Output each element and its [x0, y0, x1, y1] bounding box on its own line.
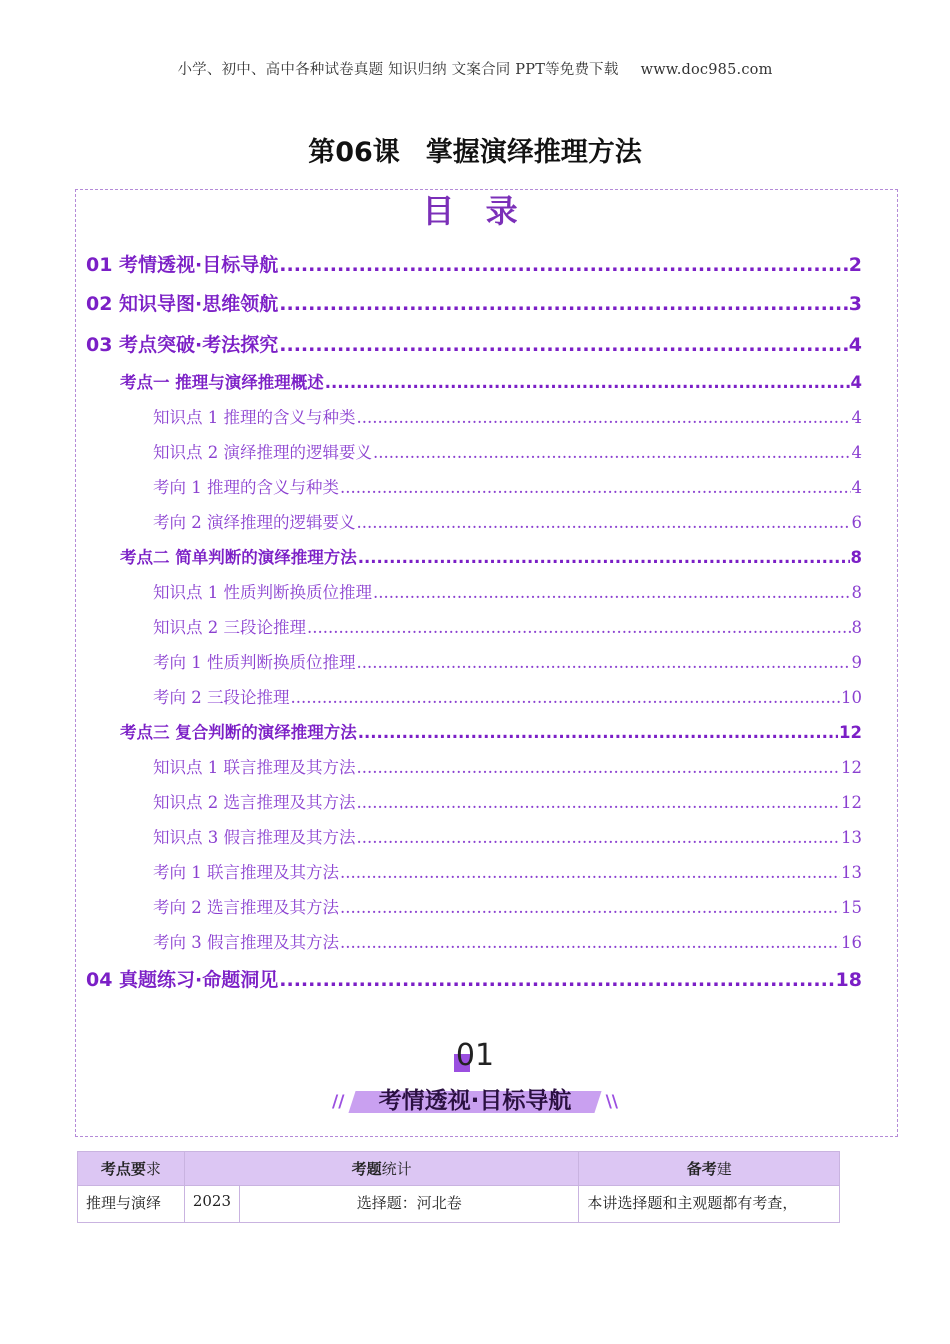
- toc-entry[interactable]: [86, 250, 862, 277]
- toc-entry[interactable]: [86, 289, 862, 316]
- document-title: [0, 130, 950, 169]
- toc-entry-label: 02 知识导图·思维领航: [86, 293, 279, 315]
- toc-entry[interactable]: [153, 894, 862, 918]
- toc-entry-label: 知识点 1 推理的含义与种类: [153, 408, 356, 427]
- toc-heading: 目 录: [422, 192, 528, 230]
- toc-entry-page: 13: [841, 863, 862, 882]
- toc-entry-page: 9: [851, 653, 862, 672]
- toc-entry-label: 考向 2 三段论推理: [153, 688, 290, 707]
- toc-entry[interactable]: [153, 824, 862, 848]
- toc-entry[interactable]: [153, 404, 862, 428]
- table-row: [78, 1186, 840, 1223]
- header-text: 小学、初中、高中各种试卷真题 知识归纳 文案合同 PPT等免费下载: [177, 62, 619, 78]
- toc-entry-label: 考点三 复合判断的演绎推理方法: [120, 723, 357, 742]
- toc-entry-page: 6: [851, 513, 862, 532]
- toc-entry-page: 12: [841, 793, 862, 812]
- exam-table: [77, 1151, 840, 1223]
- toc-entry-label: 考向 2 选言推理及其方法: [153, 898, 339, 917]
- toc-entry-page: 4: [850, 373, 862, 392]
- banner-number: 01: [455, 1038, 495, 1073]
- toc-entry[interactable]: [120, 544, 862, 568]
- banner-right-deco: \\: [605, 1092, 618, 1112]
- toc-entry-label: 考向 2 演绎推理的逻辑要义: [153, 513, 356, 532]
- toc-entry[interactable]: [153, 439, 862, 463]
- toc-entry-page: 4: [851, 478, 862, 497]
- toc-entry[interactable]: [86, 330, 862, 357]
- banner-title: 考情透视·目标导航: [378, 1088, 572, 1114]
- toc-entry-label: 考向 1 推理的含义与种类: [153, 478, 339, 497]
- toc-entry-page: 4: [851, 408, 862, 427]
- toc-entry-label: 考点一 推理与演绎推理概述: [120, 373, 324, 392]
- toc-entry[interactable]: [120, 369, 862, 393]
- toc-entry-page: 15: [841, 898, 862, 917]
- cell-year: 2023: [184, 1186, 239, 1223]
- toc-entry[interactable]: [153, 579, 862, 603]
- cell-advice: 本讲选择题和主观题都有考查，: [579, 1186, 840, 1223]
- toc-entry-page: 8: [851, 583, 862, 602]
- toc-entry-page: 8: [850, 548, 862, 567]
- toc-entry-page: 18: [835, 969, 862, 991]
- page-header: [0, 58, 950, 79]
- toc-entry[interactable]: [120, 719, 862, 743]
- banner-left-deco: //: [332, 1092, 345, 1112]
- table-header-row: [78, 1152, 840, 1186]
- toc-entry-label: 知识点 1 联言推理及其方法: [153, 758, 356, 777]
- toc-entry-label: 04 真题练习·命题洞见: [86, 969, 279, 991]
- toc-entry-page: 16: [841, 933, 862, 952]
- header-cell-advice: 备考建: [579, 1152, 840, 1186]
- toc-entry[interactable]: [153, 474, 862, 498]
- lesson-number: 第06课: [308, 137, 400, 168]
- toc-entry-label: 考向 1 联言推理及其方法: [153, 863, 339, 882]
- toc-entry-page: 12: [839, 723, 862, 742]
- toc-entry-page: 2: [848, 254, 862, 276]
- header-cell-requirements: 考点要求: [78, 1152, 185, 1186]
- toc-entry-page: 3: [848, 293, 862, 315]
- toc-entry[interactable]: [153, 859, 862, 883]
- toc-entry[interactable]: [153, 614, 862, 638]
- toc-entry-label: 考向 1 性质判断换质位推理: [153, 653, 356, 672]
- toc-entry-label: 考点二 简单判断的演绎推理方法: [120, 548, 357, 567]
- toc-entry[interactable]: [153, 754, 862, 778]
- toc-entry-label: 知识点 1 性质判断换质位推理: [153, 583, 372, 602]
- toc-entry-label: 知识点 2 三段论推理: [153, 618, 306, 637]
- toc-entry-page: 10: [841, 688, 862, 707]
- header-cell-statistics: 考题统计: [184, 1152, 579, 1186]
- toc-entry-page: 12: [841, 758, 862, 777]
- toc-entry-label: 知识点 2 演绎推理的逻辑要义: [153, 443, 372, 462]
- lesson-name: 掌握演绎推理方法: [425, 137, 642, 168]
- toc-entry-label: 知识点 2 选言推理及其方法: [153, 793, 356, 812]
- toc-entry[interactable]: [153, 789, 862, 813]
- toc-entry-label: 知识点 3 假言推理及其方法: [153, 828, 356, 847]
- toc-entry-label: 03 考点突破·考法探究: [86, 334, 279, 356]
- header-url[interactable]: www.doc985.com: [640, 62, 773, 78]
- cell-question: 选择题：河北卷: [240, 1186, 579, 1223]
- toc-entry[interactable]: [153, 684, 862, 708]
- toc-entry-page: 4: [851, 443, 862, 462]
- toc-entry[interactable]: [86, 965, 862, 992]
- section-banner: [330, 1036, 620, 1121]
- toc-entry-page: 13: [841, 828, 862, 847]
- toc-entry[interactable]: [153, 929, 862, 953]
- toc-entry-page: 8: [851, 618, 862, 637]
- toc-entry-page: 4: [848, 334, 862, 356]
- toc-entry[interactable]: [153, 649, 862, 673]
- toc-entry-label: 考向 3 假言推理及其方法: [153, 933, 339, 952]
- toc-entry[interactable]: [153, 509, 862, 533]
- cell-topic: 推理与演绎: [78, 1186, 185, 1223]
- toc-entry-label: 01 考情透视·目标导航: [86, 254, 279, 276]
